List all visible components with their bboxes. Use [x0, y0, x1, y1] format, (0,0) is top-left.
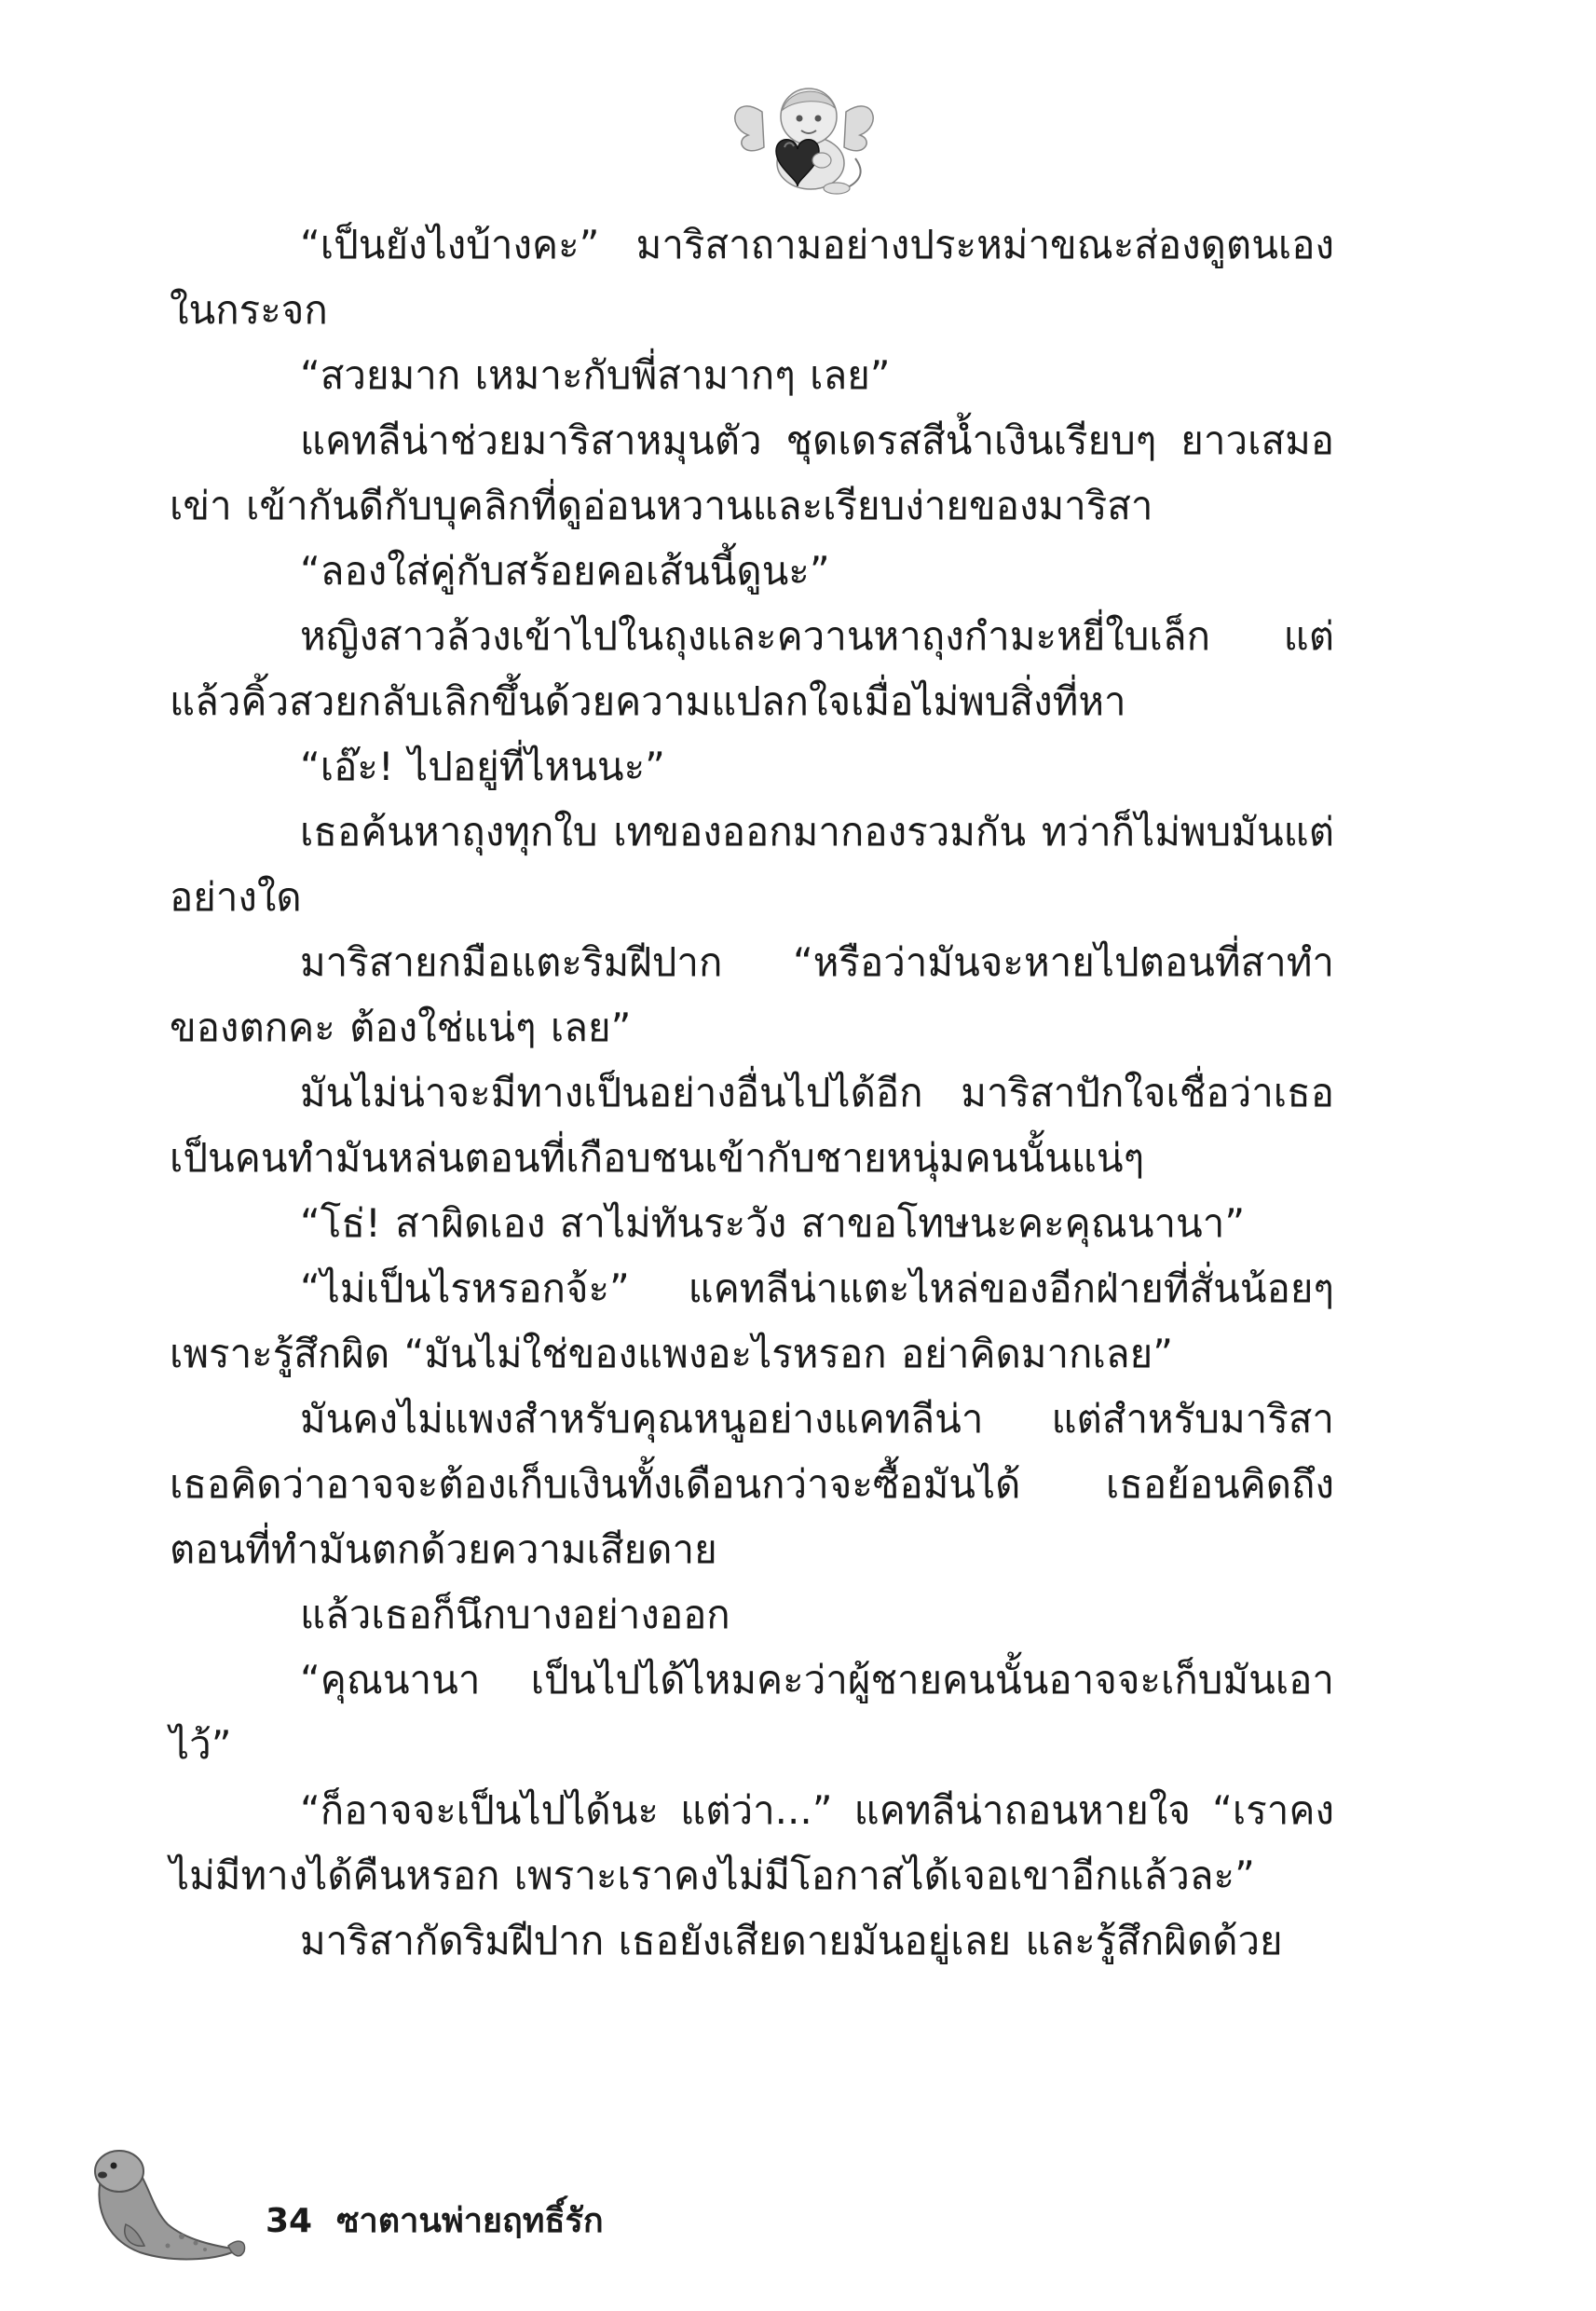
page-body — [170, 212, 1334, 1974]
paragraph: “คุณนานา เป็นไปได้ไหมคะว่าผู้ชายคนนั้นอาจจะเก็บมันเอาไว้” — [170, 1657, 1334, 1768]
paragraph: “เป็นยังไงบ้างคะ” มาริสาถามอย่างประหม่าขณะส่องดูตนเองในกระจก — [170, 222, 1334, 333]
paragraph: มันคงไม่แพงสำหรับคุณหนูอย่างแคทลีน่า แต่สำหรับมาริสา เธอคิดว่าอาจจะต้องเก็บเงินทั้งเดือนกว่าจะซื้อมันได้ เธอย้อนคิดถึงตอนที่ทำมันตกด้วยความเสียดาย — [170, 1396, 1334, 1572]
page-footer — [75, 2136, 820, 2276]
footer-text — [266, 2194, 604, 2247]
paragraph: “เอ๊ะ! ไปอยู่ที่ไหนนะ” — [300, 744, 665, 789]
paragraph: “โธ่! สาผิดเอง สาไม่ทันระวัง สาขอโทษนะคะคุณนานา” — [300, 1200, 1246, 1246]
paragraph: มันไม่น่าจะมีทางเป็นอย่างอื่นไปได้อีก มาริสาปักใจเชื่อว่าเธอเป็นคนทำมันหล่นตอนที่เกือบชนเข้ากับชายหนุ่มคนนั้นแน่ๆ — [170, 1070, 1334, 1181]
paragraph: “ไม่เป็นไรหรอกจ้ะ” แคทลีน่าแตะไหล่ของอีกฝ่ายที่สั่นน้อยๆเพราะรู้สึกผิด “มันไม่ใช่ของแพงอะไรหรอก อย่าคิดมากเลย” — [170, 1265, 1334, 1376]
paragraph: “สวยมาก เหมาะกับพี่สามากๆ เลย” — [300, 352, 891, 398]
cupid-heart-icon — [706, 75, 902, 196]
page-number: 34 — [266, 2202, 313, 2240]
paragraph: “ก็อาจจะเป็นไปได้นะ แต่ว่า...” แคทลีน่าถอนหายใจ “เราคงไม่มีทางได้คืนหรอก เพราะเราคงไม่มีโอกาสได้เจอเขาอีกแล้วละ” — [170, 1787, 1334, 1898]
paragraph: “ลองใส่คู่กับสร้อยคอเส้นนี้ดูนะ” — [300, 548, 830, 594]
seal-icon — [75, 2136, 252, 2266]
paragraph: มาริสากัดริมฝีปาก เธอยังเสียดายมันอยู่เลย และรู้สึกผิดด้วย — [300, 1918, 1283, 1963]
paragraph: หญิงสาวล้วงเข้าไปในถุงและควานหาถุงกำมะหยี่ใบเล็ก แต่แล้วคิ้วสวยกลับเลิกขึ้นด้วยความแปลกใจเมื่อไม่พบสิ่งที่หา — [170, 613, 1334, 724]
paragraph: แล้วเธอก็นึกบางอย่างออก — [300, 1592, 730, 1637]
book-title: ซาตานพ่ายฤทธิ์รัก — [336, 2202, 604, 2240]
paragraph: แคทลีน่าช่วยมาริสาหมุนตัว ชุดเดรสสีน้ำเงินเรียบๆ ยาวเสมอเข่า เข้ากันดีกับบุคลิกที่ดูอ่อนหวานและเรียบง่ายของมาริสา — [170, 417, 1334, 528]
paragraph: มาริสายกมือแตะริมฝีปาก “หรือว่ามันจะหายไปตอนที่สาทำของตกคะ ต้องใช่แน่ๆ เลย” — [170, 939, 1334, 1050]
paragraph: เธอค้นหาถุงทุกใบ เทของออกมากองรวมกัน ทว่าก็ไม่พบมันแต่อย่างใด — [170, 809, 1334, 920]
